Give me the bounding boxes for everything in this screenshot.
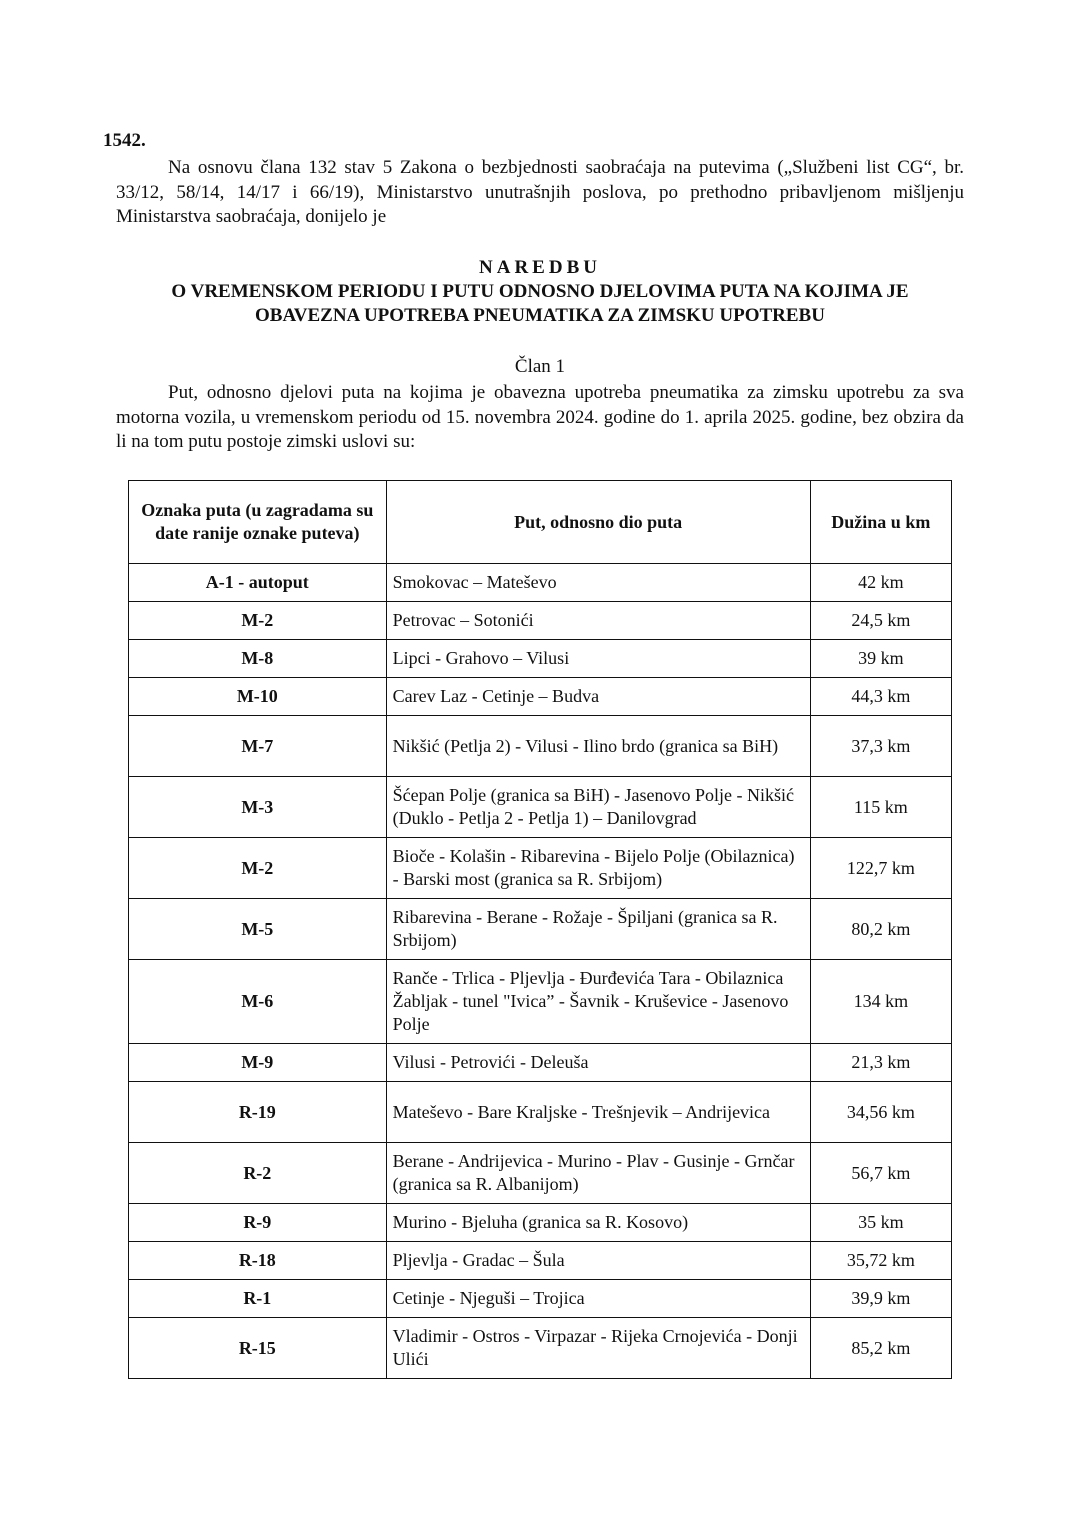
road-length: 80,2 km	[810, 899, 951, 960]
road-length: 44,3 km	[810, 678, 951, 716]
road-length: 39 km	[810, 640, 951, 678]
document-number: 1542.	[103, 130, 146, 151]
table-row	[129, 564, 952, 602]
header-length: Dužina u km	[810, 481, 951, 564]
table-row	[129, 777, 952, 838]
roads-table	[128, 480, 952, 1379]
road-code: M-3	[129, 777, 387, 838]
table-row	[129, 678, 952, 716]
table-row	[129, 716, 952, 777]
table-row	[129, 1044, 952, 1082]
road-route: Pljevlja - Gradac – Šula	[386, 1242, 810, 1280]
road-code: R-2	[129, 1143, 387, 1204]
table-header-row	[129, 481, 952, 564]
order-subtitle-line-2: OBAVEZNA UPOTREBA PNEUMATIKA ZA ZIMSKU UPOTREBU	[255, 305, 825, 326]
road-route: Ribarevina - Berane - Rožaje - Špiljani (granica sa R. Srbijom)	[386, 899, 810, 960]
road-route: Smokovac – Mateševo	[386, 564, 810, 602]
road-route: Berane - Andrijevica - Murino - Plav - Gusinje - Grnčar (granica sa R. Albanijom)	[386, 1143, 810, 1204]
order-title-block	[100, 256, 980, 328]
road-length: 39,9 km	[810, 1280, 951, 1318]
table-row	[129, 602, 952, 640]
road-length: 35,72 km	[810, 1242, 951, 1280]
road-code: M-5	[129, 899, 387, 960]
order-title: NAREDBU	[479, 257, 601, 278]
road-code: M-2	[129, 602, 387, 640]
road-length: 37,3 km	[810, 716, 951, 777]
table-row	[129, 1204, 952, 1242]
road-length: 122,7 km	[810, 838, 951, 899]
road-length: 134 km	[810, 960, 951, 1044]
road-route: Ranče - Trlica - Pljevlja - Đurđevića Tara - Obilaznica Žabljak - tunel "Ivica” - Šavnik - Kruševice - Jasenovo Polje	[386, 960, 810, 1044]
road-route: Murino - Bjeluha (granica sa R. Kosovo)	[386, 1204, 810, 1242]
road-length: 42 km	[810, 564, 951, 602]
road-route: Vilusi - Petrovići - Deleuša	[386, 1044, 810, 1082]
road-code: R-19	[129, 1082, 387, 1143]
road-code: R-9	[129, 1204, 387, 1242]
road-length: 21,3 km	[810, 1044, 951, 1082]
road-route: Mateševo - Bare Kraljske - Trešnjevik – Andrijevica	[386, 1082, 810, 1143]
road-route: Šćepan Polje (granica sa BiH) - Jasenovo Polje - Nikšić (Duklo - Petlja 2 - Petlja 1) – Danilovgrad	[386, 777, 810, 838]
table-row	[129, 1082, 952, 1143]
intro-paragraph: Na osnovu člana 132 stav 5 Zakona o bezbjednosti saobraćaja na putevima („Službeni list CG“, br. 33/12, 58/14, 14/17 i 66/19), Ministarstvo unutrašnjih poslova, po prethodno pribavljenom mišljenju Ministarstva saobraćaja, donijelo je	[116, 157, 964, 227]
road-code: M-9	[129, 1044, 387, 1082]
road-code: M-8	[129, 640, 387, 678]
table-row	[129, 899, 952, 960]
table-row	[129, 1242, 952, 1280]
table-row	[129, 960, 952, 1044]
road-code: A-1 - autoput	[129, 564, 387, 602]
road-length: 85,2 km	[810, 1318, 951, 1379]
road-route: Lipci - Grahovo – Vilusi	[386, 640, 810, 678]
road-route: Cetinje - Njeguši – Trojica	[386, 1280, 810, 1318]
road-length: 56,7 km	[810, 1143, 951, 1204]
road-code: R-1	[129, 1280, 387, 1318]
road-length: 34,56 km	[810, 1082, 951, 1143]
header-road-code: Oznaka puta (u zagradama su date ranije oznake puteva)	[129, 481, 387, 564]
road-code: R-15	[129, 1318, 387, 1379]
header-route: Put, odnosno dio puta	[386, 481, 810, 564]
table-row	[129, 1280, 952, 1318]
road-route: Petrovac – Sotonići	[386, 602, 810, 640]
road-length: 24,5 km	[810, 602, 951, 640]
article-heading: Član 1	[514, 356, 566, 377]
article-paragraph: Put, odnosno djelovi puta na kojima je obavezna upotreba pneumatika za zimsku upotrebu za sva motorna vozila, u vremenskom periodu od 15. novembra 2024. godine do 1. aprila 2025. godine, bez obzira da li na tom putu postoje zimski uslovi su:	[116, 382, 964, 452]
road-code: M-7	[129, 716, 387, 777]
road-code: M-2	[129, 838, 387, 899]
road-length: 115 km	[810, 777, 951, 838]
road-route: Carev Laz - Cetinje – Budva	[386, 678, 810, 716]
table-row	[129, 838, 952, 899]
road-code: M-10	[129, 678, 387, 716]
road-code: M-6	[129, 960, 387, 1044]
road-length: 35 km	[810, 1204, 951, 1242]
order-subtitle-line-1: O VREMENSKOM PERIODU I PUTU ODNOSNO DJELOVIMA PUTA NA KOJIMA JE	[171, 281, 909, 302]
table-row	[129, 1318, 952, 1379]
table-row	[129, 640, 952, 678]
road-code: R-18	[129, 1242, 387, 1280]
road-route: Bioče - Kolašin - Ribarevina - Bijelo Polje (Obilaznica) - Barski most (granica sa R. Srbijom)	[386, 838, 810, 899]
road-route: Nikšić (Petlja 2) - Vilusi - Ilino brdo (granica sa BiH)	[386, 716, 810, 777]
road-route: Vladimir - Ostros - Virpazar - Rijeka Crnojevića - Donji Ulići	[386, 1318, 810, 1379]
table-row	[129, 1143, 952, 1204]
